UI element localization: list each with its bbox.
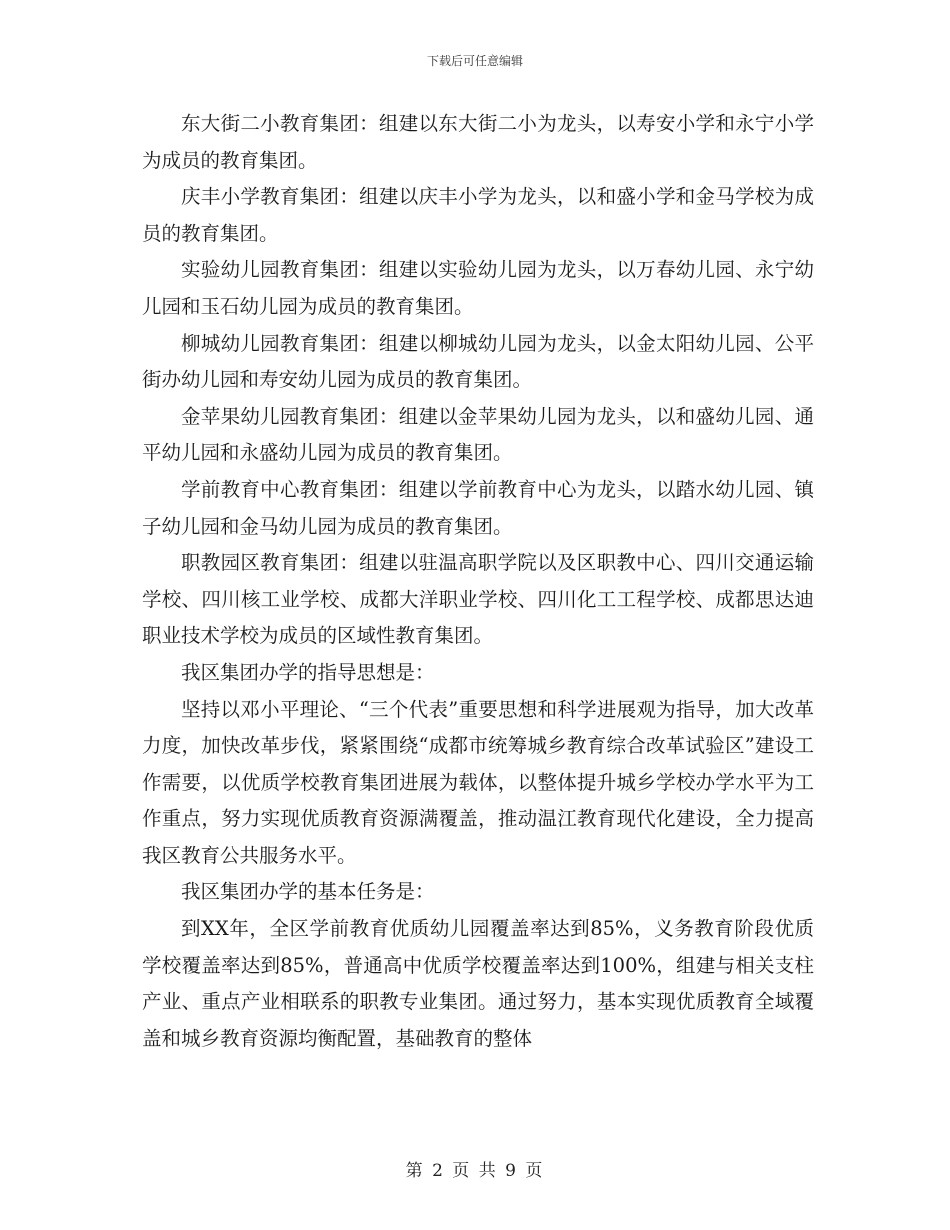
paragraph-jinpingguo-kindergarten-group: 金苹果幼儿园教育集团：组建以金苹果幼儿园为龙头，以和盛幼儿园、通平幼儿园和永盛幼儿园为成员的教育集团。 (142, 404, 814, 465)
paragraph-guiding-ideology-heading: 我区集团办学的指导思想是： (181, 660, 435, 684)
paragraph-preschool-center-group: 学前教育中心教育集团：组建以学前教育中心为龙头，以踏水幼儿园、镇子幼儿园和金马幼儿园为成员的教育集团。 (142, 477, 814, 538)
paragraph-basic-tasks-heading: 我区集团办学的基本任务是： (181, 880, 435, 904)
page-header: 下载后可任意编辑 (426, 54, 523, 68)
page-number: 第 2 页 共 9 页 (405, 1161, 545, 1181)
paragraph-shiyan-kindergarten-group: 实验幼儿园教育集团：组建以实验幼儿园为龙头，以万春幼儿园、永宁幼儿园和玉石幼儿园为成员的教育集团。 (142, 258, 814, 318)
paragraph-basic-tasks: 到XX年，全区学前教育优质幼儿园覆盖率达到85%，义务教育阶段优质学校覆盖率达到85%，普通高中优质学校覆盖率达到100%，组建与相关支柱产业、重点产业相联系的职教专业集团。通过努力，基本实现优质教育全域覆盖和城乡教育资源均衡配置，基础教育的整体 (142, 917, 814, 1050)
paragraph-vocational-park-group: 职教园区教育集团：组建以驻温高职学院以及区职教中心、四川交通运输学校、四川核工业学校、成都大洋职业学校、四川化工工程学校、成都思达迪职业技术学校为成员的区域性教育集团。 (142, 551, 814, 648)
paragraph-qingfeng-group: 庆丰小学教育集团：组建以庆丰小学为龙头，以和盛小学和金马学校为成员的教育集团。 (142, 185, 814, 245)
paragraph-dongdajie-group: 东大街二小教育集团：组建以东大街二小为龙头，以寿安小学和永宁小学为成员的教育集团。 (142, 112, 814, 172)
paragraph-liucheng-kindergarten-group: 柳城幼儿园教育集团：组建以柳城幼儿园为龙头，以金太阳幼儿园、公平街办幼儿园和寿安幼儿园为成员的教育集团。 (142, 331, 814, 392)
document-body (142, 106, 814, 1057)
paragraph-guiding-ideology: 坚持以邓小平理论、“三个代表”重要思想和科学进展观为指导，加大改革力度，加快改革步伐，紧紧围绕“成都市统筹城乡教育综合改革试验区”建设工作需要，以优质学校教育集团进展为载体，以整体提升城乡学校办学水平为工作重点，努力实现优质教育资源满覆盖，推动温江教育现代化建设，全力提高我区教育公共服务水平。 (142, 697, 814, 867)
